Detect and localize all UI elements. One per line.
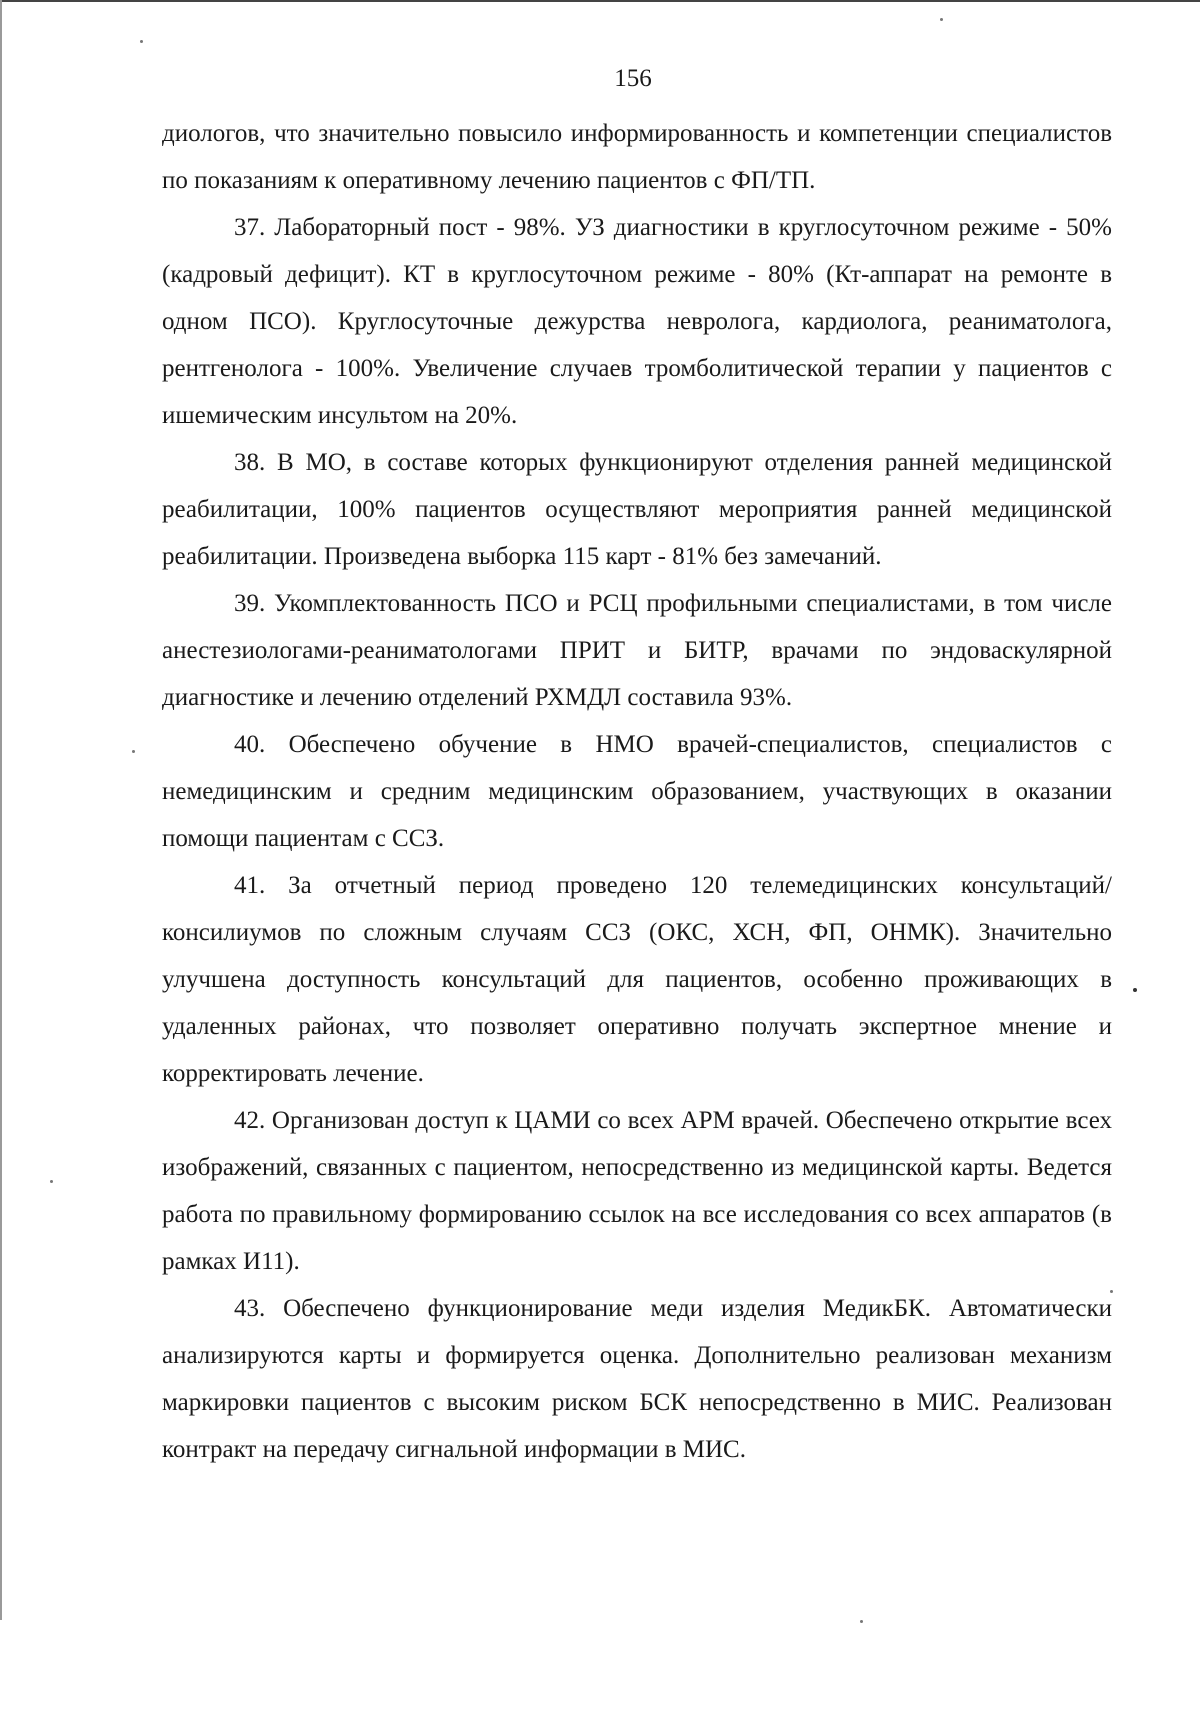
page-number: 156 <box>614 65 652 92</box>
paragraph-item-39: 39. Укомплектованность ПСО и РСЦ профильными специалистами, в том числе анестезиологами-реаниматологами ПРИТ и БИТР, врачами по эндоваскулярной диагностике и лечению отделений РХМДЛ составила 93%. <box>162 590 1112 711</box>
scan-speck <box>132 750 135 753</box>
scan-speck <box>140 40 143 43</box>
paragraph-item-43: 43. Обеспечено функционирование меди изделия МедикБК. Автоматически анализируются карты и формируется оценка. Дополнительно реализован механизм маркировки пациентов с высоким риском БСК непосредственно в МИС. Реализован контракт на передачу сигнальной информации в МИС. <box>162 1295 1112 1463</box>
paragraph-item-41: 41. За отчетный период проведено 120 телемедицинских консультаций/консилиумов по сложным случаям ССЗ (ОКС, ХСН, ФП, ОНМК). Значительно улучшена доступность консультаций для пациентов, особенно проживающих в удаленных районах, что позволяет оперативно получать экспертное мнение и корректировать лечение. <box>162 872 1112 1087</box>
paragraph-item-42: 42. Организован доступ к ЦАМИ со всех АРМ врачей. Обеспечено открытие всех изображений, связанных с пациентом, непосредственно из медицинской карты. Ведется работа по правильному формированию ссылок на все исследования со всех аппаратов (в рамках И11). <box>162 1107 1112 1275</box>
scan-speck <box>860 1620 863 1623</box>
paragraph-continuation: диологов, что значительно повысило информированность и компетенции специалистов по показаниям к оперативному лечению пациентов с ФП/ТП. <box>162 120 1112 194</box>
scan-speck <box>1133 988 1137 992</box>
scan-speck <box>50 1180 53 1183</box>
scan-top-edge <box>0 0 1200 2</box>
scan-left-edge <box>0 0 2 1620</box>
paragraph-item-37: 37. Лабораторный пост - 98%. УЗ диагностики в круглосуточном режиме - 50% (кадровый дефицит). КТ в круглосуточном режиме - 80% (Кт-аппарат на ремонте в одном ПСО). Круглосуточные дежурства невролога, кардиолога, реаниматолога, рентгенолога - 100%. Увеличение случаев тромболитической терапии у пациентов с ишемическим инсультом на 20%. <box>162 214 1112 429</box>
scan-speck <box>940 18 943 21</box>
scan-speck <box>1110 1290 1113 1293</box>
paragraph-item-38: 38. В МО, в составе которых функционируют отделения ранней медицинской реабилитации, 100% пациентов осуществляют мероприятия ранней медицинской реабилитации. Произведена выборка 115 карт - 81% без замечаний. <box>162 449 1112 570</box>
document-body <box>162 110 1112 1473</box>
paragraph-item-40: 40. Обеспечено обучение в НМО врачей-специалистов, специалистов с немедицинским и средним медицинским образованием, участвующих в оказании помощи пациентам с ССЗ. <box>162 731 1112 852</box>
